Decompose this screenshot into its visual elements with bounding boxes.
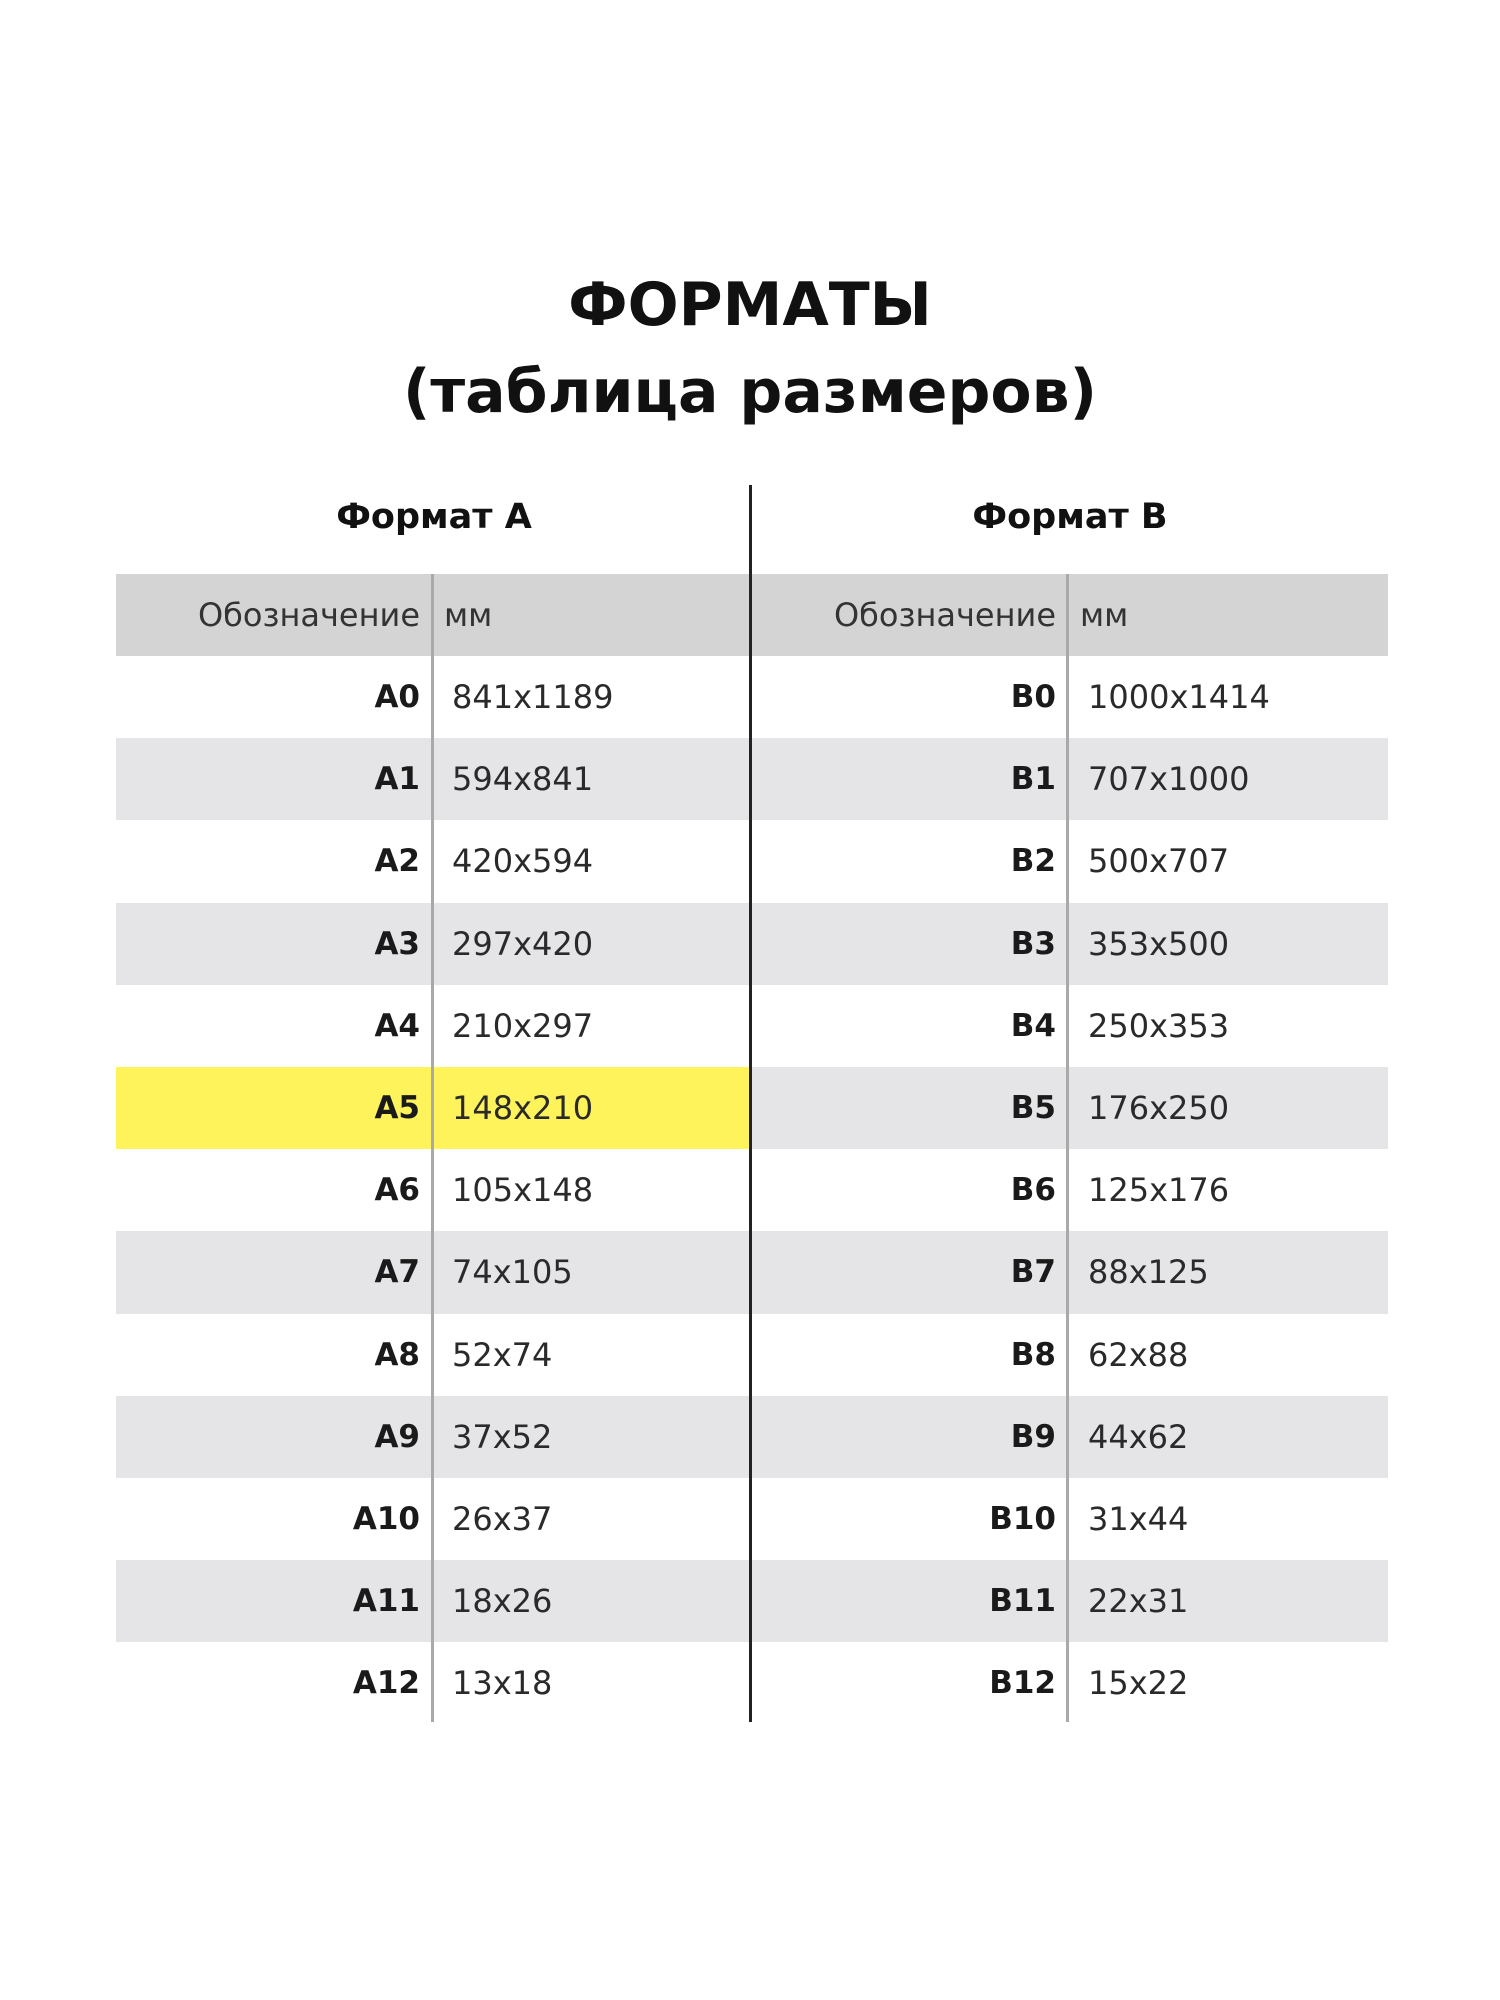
format-a-code: A7 — [374, 1254, 420, 1291]
format-a-cell-group — [116, 656, 752, 738]
format-b-code: B2 — [1010, 843, 1056, 880]
format-a-code: A5 — [374, 1090, 420, 1127]
format-b-size-mm: 125x176 — [1088, 1171, 1230, 1210]
title-line-1: ФОРМАТЫ — [568, 270, 932, 340]
formats-table — [116, 574, 1388, 1724]
format-b-code: B7 — [1010, 1254, 1056, 1291]
format-a-code: A11 — [352, 1583, 420, 1620]
table-row — [116, 738, 1388, 820]
format-b-cell-group — [752, 985, 1388, 1067]
format-b-cell-group — [752, 820, 1388, 902]
format-b-cell-group — [752, 656, 1388, 738]
format-b-code: B9 — [1010, 1418, 1056, 1455]
table-row — [116, 1396, 1388, 1478]
table-row — [116, 985, 1388, 1067]
format-a-size-mm: 18x26 — [452, 1582, 553, 1621]
format-b-code: B4 — [1010, 1007, 1056, 1044]
format-b-header-half — [752, 574, 1388, 656]
format-a-cell-group — [116, 1231, 752, 1313]
format-b-size-mm: 1000x1414 — [1088, 678, 1270, 717]
format-a-size-mm: 594x841 — [452, 760, 594, 799]
format-b-code: B0 — [1010, 679, 1056, 716]
format-a-cell-group — [116, 1149, 752, 1231]
format-a-size-mm: 13x18 — [452, 1664, 553, 1703]
format-a-code: A8 — [374, 1336, 420, 1373]
format-b-size-mm: 15x22 — [1088, 1664, 1189, 1703]
table-body — [116, 656, 1388, 1724]
format-b-size-mm: 250x353 — [1088, 1006, 1230, 1045]
table-row — [116, 1314, 1388, 1396]
format-a-size-mm: 148x210 — [452, 1089, 594, 1128]
format-b-heading: Формат В — [972, 497, 1168, 537]
format-b-col-mm-header: мм — [1080, 596, 1129, 634]
format-a-code: A2 — [374, 843, 420, 880]
format-a-size-mm: 105x148 — [452, 1171, 594, 1210]
format-a-cell-group — [116, 820, 752, 902]
format-b-size-mm: 62x88 — [1088, 1335, 1189, 1374]
table-row — [116, 1642, 1388, 1724]
format-a-cell-group — [116, 1642, 752, 1724]
format-b-code: B12 — [989, 1665, 1056, 1702]
format-a-column-divider — [431, 574, 434, 1722]
format-b-column-divider — [1066, 574, 1069, 1722]
table-row — [116, 1231, 1388, 1313]
format-b-code: B1 — [1010, 761, 1056, 798]
format-a-code: A0 — [374, 679, 420, 716]
format-a-size-mm: 210x297 — [452, 1006, 594, 1045]
title-line-2: (таблица размеров) — [402, 357, 1097, 427]
format-a-size-mm: 37x52 — [452, 1417, 553, 1456]
format-a-cell-group — [116, 1314, 752, 1396]
format-b-code: B8 — [1010, 1336, 1056, 1373]
table-row — [116, 1149, 1388, 1231]
format-a-header-half — [116, 574, 752, 656]
format-b-size-mm: 31x44 — [1088, 1499, 1189, 1538]
format-b-cell-group — [752, 1478, 1388, 1560]
format-b-cell-group — [752, 1314, 1388, 1396]
format-b-code: B5 — [1010, 1090, 1056, 1127]
format-a-code: A1 — [374, 761, 420, 798]
format-b-cell-group — [752, 903, 1388, 985]
center-divider — [749, 485, 752, 1722]
format-a-cell-group — [116, 738, 752, 820]
format-a-cell-group — [116, 1067, 752, 1149]
format-a-code: A4 — [374, 1007, 420, 1044]
table-row — [116, 820, 1388, 902]
table-row — [116, 1478, 1388, 1560]
format-a-size-mm: 26x37 — [452, 1499, 553, 1538]
format-a-code: A3 — [374, 925, 420, 962]
page-title — [0, 262, 1500, 436]
format-a-code: A12 — [352, 1665, 420, 1702]
format-a-col-mm-header: мм — [444, 596, 493, 634]
table-row — [116, 903, 1388, 985]
format-b-cell-group — [752, 1231, 1388, 1313]
format-a-size-mm: 74x105 — [452, 1253, 573, 1292]
format-b-cell-group — [752, 1149, 1388, 1231]
format-a-cell-group — [116, 1396, 752, 1478]
format-b-cell-group — [752, 1067, 1388, 1149]
format-b-size-mm: 353x500 — [1088, 924, 1230, 963]
format-b-col-code-header: Обозначение — [833, 596, 1056, 634]
format-b-code: B11 — [989, 1583, 1056, 1620]
format-a-code: A9 — [374, 1418, 420, 1455]
format-b-size-mm: 500x707 — [1088, 842, 1230, 881]
format-a-cell-group — [116, 1560, 752, 1642]
table-row — [116, 656, 1388, 738]
format-b-cell-group — [752, 738, 1388, 820]
format-b-code: B10 — [989, 1500, 1056, 1537]
format-b-cell-group — [752, 1560, 1388, 1642]
format-a-cell-group — [116, 1478, 752, 1560]
format-b-code: B6 — [1010, 1172, 1056, 1209]
format-b-cell-group — [752, 1396, 1388, 1478]
format-a-code: A10 — [352, 1500, 420, 1537]
format-a-size-mm: 297x420 — [452, 924, 594, 963]
format-b-size-mm: 22x31 — [1088, 1582, 1189, 1621]
format-a-heading: Формат А — [336, 497, 532, 537]
format-a-code: A6 — [374, 1172, 420, 1209]
table-header-row — [116, 574, 1388, 656]
format-a-size-mm: 841x1189 — [452, 678, 614, 717]
format-b-size-mm: 707x1000 — [1088, 760, 1250, 799]
table-row — [116, 1560, 1388, 1642]
format-a-size-mm: 420x594 — [452, 842, 594, 881]
format-b-code: B3 — [1010, 925, 1056, 962]
format-a-size-mm: 52x74 — [452, 1335, 553, 1374]
table-row — [116, 1067, 1388, 1149]
format-b-size-mm: 44x62 — [1088, 1417, 1189, 1456]
format-a-cell-group — [116, 903, 752, 985]
format-b-cell-group — [752, 1642, 1388, 1724]
format-a-cell-group — [116, 985, 752, 1067]
format-b-size-mm: 176x250 — [1088, 1089, 1230, 1128]
format-a-col-code-header: Обозначение — [197, 596, 420, 634]
format-b-size-mm: 88x125 — [1088, 1253, 1209, 1292]
